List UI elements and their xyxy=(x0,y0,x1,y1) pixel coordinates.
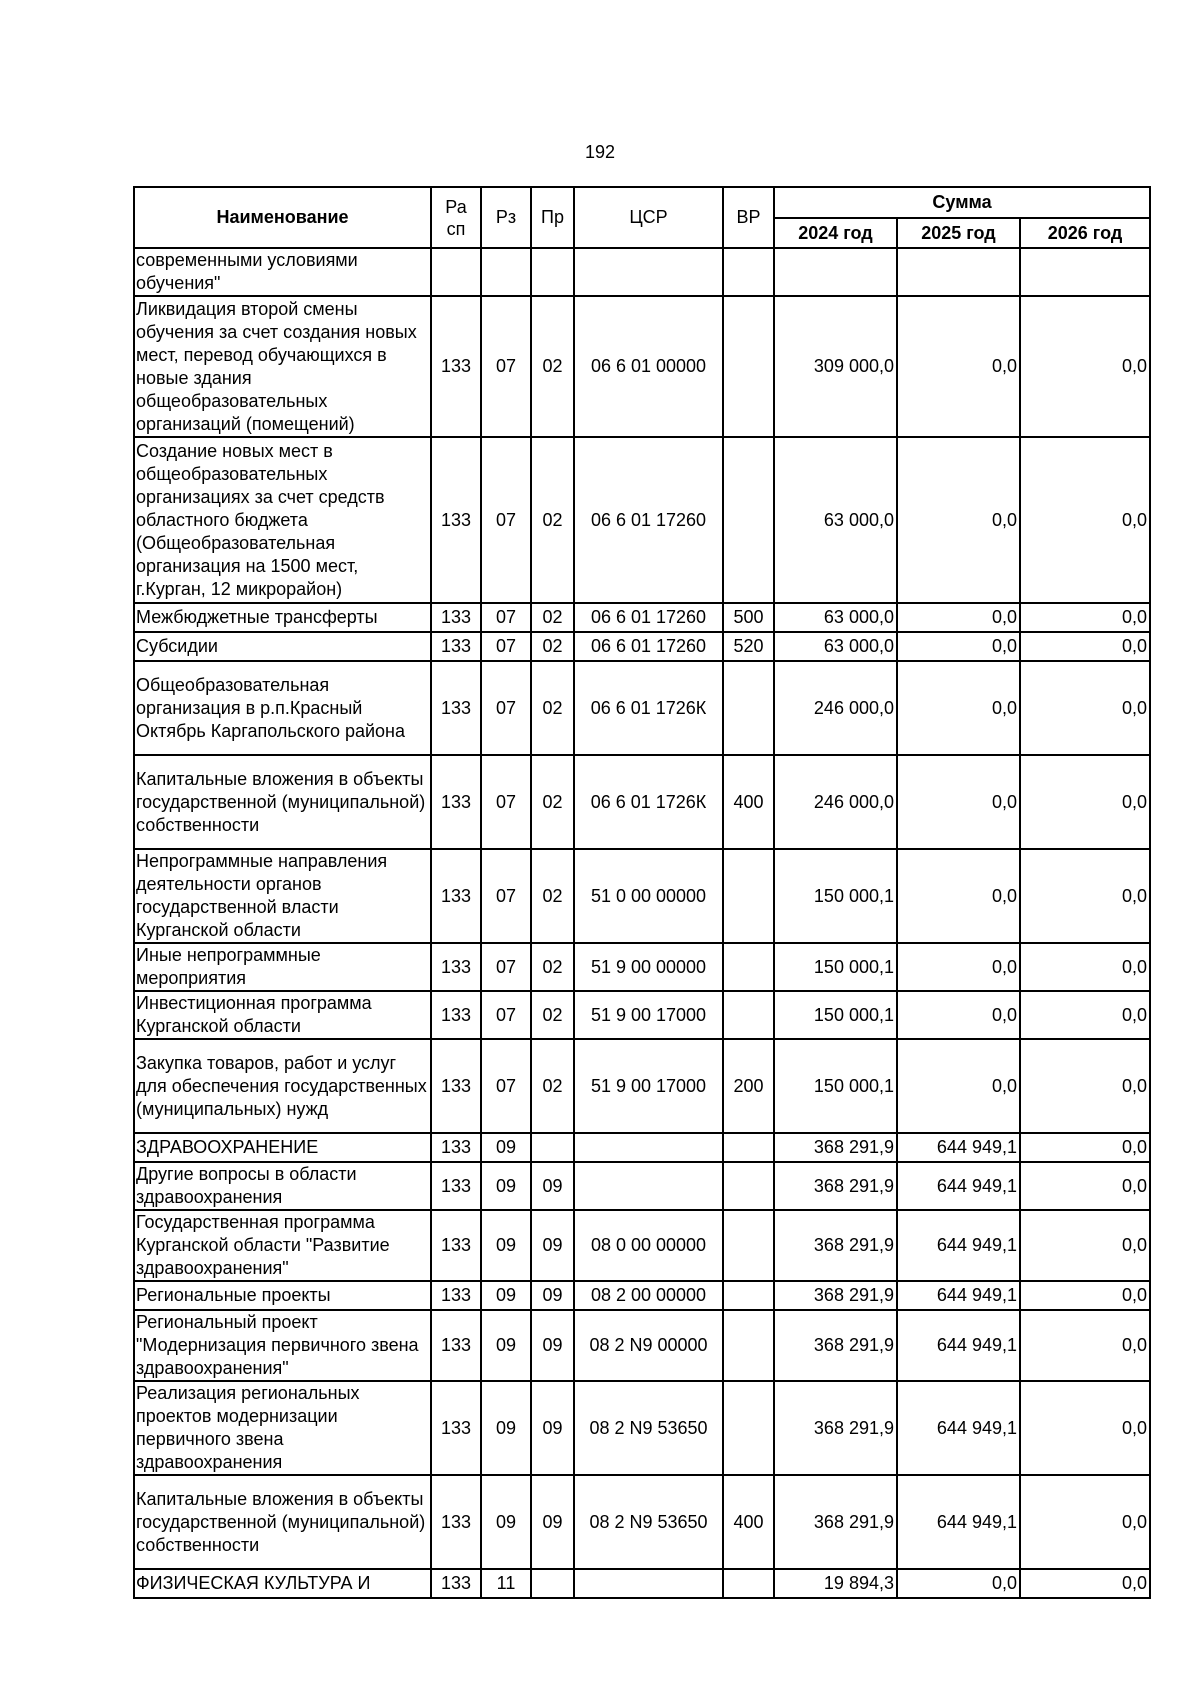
cell-csr: 08 2 N9 00000 xyxy=(574,1310,723,1381)
cell-2025: 644 949,1 xyxy=(897,1475,1020,1569)
cell-2024: 63 000,0 xyxy=(774,632,897,661)
table-row xyxy=(134,991,1150,1039)
cell-2025: 0,0 xyxy=(897,603,1020,632)
header-vr: ВР xyxy=(723,187,774,248)
cell-csr: 08 2 N9 53650 xyxy=(574,1381,723,1475)
table-row xyxy=(134,296,1150,437)
cell-2026: 0,0 xyxy=(1020,603,1150,632)
cell-name: Капитальные вложения в объекты государственной (муниципальной) собственности xyxy=(134,1475,431,1569)
cell-name: Реализация региональных проектов модернизации первичного звена здравоохранения xyxy=(134,1381,431,1475)
cell-rasp: 133 xyxy=(431,755,481,849)
cell-2024: 309 000,0 xyxy=(774,296,897,437)
cell-2025: 644 949,1 xyxy=(897,1381,1020,1475)
cell-2024 xyxy=(774,248,897,296)
cell-pr xyxy=(531,1569,574,1598)
cell-pr: 02 xyxy=(531,849,574,943)
cell-2025: 0,0 xyxy=(897,1039,1020,1133)
cell-vr xyxy=(723,1569,774,1598)
cell-2024: 368 291,9 xyxy=(774,1381,897,1475)
cell-2024: 63 000,0 xyxy=(774,437,897,603)
cell-rasp: 133 xyxy=(431,1381,481,1475)
cell-csr xyxy=(574,1569,723,1598)
cell-rz: 07 xyxy=(481,1039,531,1133)
table-row xyxy=(134,1569,1150,1598)
cell-2026: 0,0 xyxy=(1020,1210,1150,1281)
table-row xyxy=(134,248,1150,296)
cell-2025: 644 949,1 xyxy=(897,1281,1020,1310)
cell-name: Межбюджетные трансферты xyxy=(134,603,431,632)
cell-2025: 0,0 xyxy=(897,661,1020,755)
cell-2025: 0,0 xyxy=(897,296,1020,437)
header-csr: ЦСР xyxy=(574,187,723,248)
cell-rz: 09 xyxy=(481,1281,531,1310)
cell-name: Субсидии xyxy=(134,632,431,661)
cell-rz: 09 xyxy=(481,1162,531,1210)
table-row xyxy=(134,1162,1150,1210)
cell-vr xyxy=(723,1162,774,1210)
cell-csr xyxy=(574,1133,723,1162)
cell-csr: 06 6 01 1726К xyxy=(574,661,723,755)
cell-vr xyxy=(723,296,774,437)
cell-rasp: 133 xyxy=(431,991,481,1039)
header-sum: Сумма xyxy=(774,187,1150,218)
table-row xyxy=(134,1381,1150,1475)
cell-2025: 0,0 xyxy=(897,632,1020,661)
cell-pr: 02 xyxy=(531,991,574,1039)
budget-table-container xyxy=(133,186,1149,1599)
cell-vr: 400 xyxy=(723,1475,774,1569)
cell-csr: 06 6 01 17260 xyxy=(574,632,723,661)
table-row xyxy=(134,1310,1150,1381)
cell-name: Инвестиционная программа Курганской области xyxy=(134,991,431,1039)
cell-rasp: 133 xyxy=(431,296,481,437)
cell-rasp: 133 xyxy=(431,632,481,661)
cell-pr: 02 xyxy=(531,755,574,849)
cell-2026: 0,0 xyxy=(1020,661,1150,755)
cell-name: ЗДРАВООХРАНЕНИЕ xyxy=(134,1133,431,1162)
cell-pr: 09 xyxy=(531,1310,574,1381)
cell-rasp: 133 xyxy=(431,1162,481,1210)
cell-name: Закупка товаров, работ и услуг для обеспечения государственных (муниципальных) нужд xyxy=(134,1039,431,1133)
cell-rz xyxy=(481,248,531,296)
cell-vr xyxy=(723,1281,774,1310)
table-row xyxy=(134,1133,1150,1162)
header-rasp: Ра сп xyxy=(431,187,481,248)
cell-name: Капитальные вложения в объекты государственной (муниципальной) собственности xyxy=(134,755,431,849)
cell-2024: 246 000,0 xyxy=(774,755,897,849)
cell-2026: 0,0 xyxy=(1020,1310,1150,1381)
cell-pr: 02 xyxy=(531,943,574,991)
cell-pr: 09 xyxy=(531,1475,574,1569)
cell-2024: 63 000,0 xyxy=(774,603,897,632)
cell-name: современными условиями обучения" xyxy=(134,248,431,296)
table-row xyxy=(134,1281,1150,1310)
cell-rz: 07 xyxy=(481,661,531,755)
header-name: Наименование xyxy=(134,187,431,248)
cell-2026: 0,0 xyxy=(1020,991,1150,1039)
cell-2026: 0,0 xyxy=(1020,755,1150,849)
cell-pr: 09 xyxy=(531,1162,574,1210)
cell-pr: 09 xyxy=(531,1210,574,1281)
table-row xyxy=(134,437,1150,603)
cell-rasp: 133 xyxy=(431,1281,481,1310)
table-row xyxy=(134,1475,1150,1569)
cell-pr xyxy=(531,1133,574,1162)
cell-name: Региональные проекты xyxy=(134,1281,431,1310)
cell-csr: 51 9 00 00000 xyxy=(574,943,723,991)
cell-name: Непрограммные направления деятельности органов государственной власти Курганской области xyxy=(134,849,431,943)
cell-name: Создание новых мест в общеобразовательных организациях за счет средств областного бюджета (Общеобразовательная организация на 1500 мест, г.Курган, 12 микрорайон) xyxy=(134,437,431,603)
table-header-row xyxy=(134,187,1150,218)
cell-2024: 368 291,9 xyxy=(774,1310,897,1381)
cell-rz: 09 xyxy=(481,1475,531,1569)
cell-2024: 368 291,9 xyxy=(774,1162,897,1210)
cell-name: Иные непрограммные мероприятия xyxy=(134,943,431,991)
cell-2026: 0,0 xyxy=(1020,1381,1150,1475)
cell-name: Ликвидация второй смены обучения за счет создания новых мест, перевод обучающихся в новые здания общеобразовательных организаций (помещений) xyxy=(134,296,431,437)
cell-pr: 02 xyxy=(531,661,574,755)
cell-vr: 200 xyxy=(723,1039,774,1133)
cell-vr xyxy=(723,1133,774,1162)
cell-2024: 246 000,0 xyxy=(774,661,897,755)
cell-2026: 0,0 xyxy=(1020,1162,1150,1210)
header-2026: 2026 год xyxy=(1020,218,1150,248)
cell-vr xyxy=(723,991,774,1039)
cell-rz: 09 xyxy=(481,1381,531,1475)
cell-rz: 07 xyxy=(481,849,531,943)
cell-csr: 51 9 00 17000 xyxy=(574,991,723,1039)
cell-rz: 11 xyxy=(481,1569,531,1598)
cell-vr: 500 xyxy=(723,603,774,632)
cell-csr: 51 9 00 17000 xyxy=(574,1039,723,1133)
table-row xyxy=(134,661,1150,755)
table-row xyxy=(134,603,1150,632)
cell-2026: 0,0 xyxy=(1020,1281,1150,1310)
cell-rasp: 133 xyxy=(431,849,481,943)
cell-vr xyxy=(723,1310,774,1381)
cell-rz: 07 xyxy=(481,632,531,661)
cell-rz: 07 xyxy=(481,296,531,437)
cell-vr xyxy=(723,1381,774,1475)
cell-csr: 51 0 00 00000 xyxy=(574,849,723,943)
cell-2025: 0,0 xyxy=(897,991,1020,1039)
cell-2024: 368 291,9 xyxy=(774,1133,897,1162)
cell-2024: 150 000,1 xyxy=(774,1039,897,1133)
cell-name: Общеобразовательная организация в р.п.Красный Октябрь Каргапольского района xyxy=(134,661,431,755)
cell-2024: 368 291,9 xyxy=(774,1281,897,1310)
cell-2026 xyxy=(1020,248,1150,296)
cell-rz: 07 xyxy=(481,603,531,632)
cell-rasp: 133 xyxy=(431,1039,481,1133)
cell-rasp: 133 xyxy=(431,943,481,991)
cell-name: Другие вопросы в области здравоохранения xyxy=(134,1162,431,1210)
cell-pr: 02 xyxy=(531,603,574,632)
cell-vr xyxy=(723,1210,774,1281)
cell-2026: 0,0 xyxy=(1020,632,1150,661)
cell-csr: 06 6 01 17260 xyxy=(574,603,723,632)
cell-name: ФИЗИЧЕСКАЯ КУЛЬТУРА И xyxy=(134,1569,431,1598)
cell-rz: 09 xyxy=(481,1310,531,1381)
cell-2025: 644 949,1 xyxy=(897,1162,1020,1210)
table-body xyxy=(134,248,1150,1598)
cell-2024: 368 291,9 xyxy=(774,1475,897,1569)
cell-rz: 07 xyxy=(481,991,531,1039)
header-2024: 2024 год xyxy=(774,218,897,248)
table-row xyxy=(134,1210,1150,1281)
cell-2024: 368 291,9 xyxy=(774,1210,897,1281)
cell-2025: 0,0 xyxy=(897,943,1020,991)
cell-2024: 150 000,1 xyxy=(774,991,897,1039)
cell-2026: 0,0 xyxy=(1020,943,1150,991)
cell-vr xyxy=(723,248,774,296)
cell-2026: 0,0 xyxy=(1020,296,1150,437)
cell-rasp: 133 xyxy=(431,437,481,603)
cell-rasp xyxy=(431,248,481,296)
cell-2026: 0,0 xyxy=(1020,849,1150,943)
cell-name: Государственная программа Курганской области "Развитие здравоохранения" xyxy=(134,1210,431,1281)
cell-2025: 0,0 xyxy=(897,437,1020,603)
cell-rasp: 133 xyxy=(431,1310,481,1381)
cell-2025: 644 949,1 xyxy=(897,1310,1020,1381)
table-row xyxy=(134,849,1150,943)
cell-2024: 150 000,1 xyxy=(774,849,897,943)
cell-csr xyxy=(574,1162,723,1210)
cell-vr: 400 xyxy=(723,755,774,849)
cell-rasp: 133 xyxy=(431,1569,481,1598)
cell-csr: 08 2 00 00000 xyxy=(574,1281,723,1310)
cell-2025: 644 949,1 xyxy=(897,1133,1020,1162)
cell-rasp: 133 xyxy=(431,603,481,632)
cell-vr xyxy=(723,943,774,991)
cell-2025: 0,0 xyxy=(897,1569,1020,1598)
cell-rz: 09 xyxy=(481,1210,531,1281)
cell-2026: 0,0 xyxy=(1020,1569,1150,1598)
cell-csr: 06 6 01 17260 xyxy=(574,437,723,603)
cell-2026: 0,0 xyxy=(1020,437,1150,603)
cell-rasp: 133 xyxy=(431,1133,481,1162)
header-2025: 2025 год xyxy=(897,218,1020,248)
cell-rz: 07 xyxy=(481,755,531,849)
cell-rz: 07 xyxy=(481,437,531,603)
cell-csr xyxy=(574,248,723,296)
cell-rasp: 133 xyxy=(431,1475,481,1569)
cell-csr: 08 2 N9 53650 xyxy=(574,1475,723,1569)
cell-csr: 08 0 00 00000 xyxy=(574,1210,723,1281)
cell-2024: 19 894,3 xyxy=(774,1569,897,1598)
cell-rz: 07 xyxy=(481,943,531,991)
cell-2025: 0,0 xyxy=(897,849,1020,943)
cell-rasp: 133 xyxy=(431,1210,481,1281)
table-row xyxy=(134,755,1150,849)
cell-2026: 0,0 xyxy=(1020,1133,1150,1162)
cell-csr: 06 6 01 1726К xyxy=(574,755,723,849)
cell-pr: 02 xyxy=(531,1039,574,1133)
cell-pr: 09 xyxy=(531,1381,574,1475)
cell-pr: 02 xyxy=(531,632,574,661)
table-row xyxy=(134,632,1150,661)
header-rz: Рз xyxy=(481,187,531,248)
cell-2025: 644 949,1 xyxy=(897,1210,1020,1281)
cell-pr: 09 xyxy=(531,1281,574,1310)
cell-pr: 02 xyxy=(531,437,574,603)
cell-2026: 0,0 xyxy=(1020,1475,1150,1569)
cell-vr xyxy=(723,661,774,755)
cell-2024: 150 000,1 xyxy=(774,943,897,991)
cell-name: Региональный проект "Модернизация первичного звена здравоохранения" xyxy=(134,1310,431,1381)
cell-2025 xyxy=(897,248,1020,296)
cell-2025: 0,0 xyxy=(897,755,1020,849)
table-row xyxy=(134,943,1150,991)
cell-pr xyxy=(531,248,574,296)
cell-rz: 09 xyxy=(481,1133,531,1162)
page-number: 192 xyxy=(584,142,616,162)
cell-pr: 02 xyxy=(531,296,574,437)
table-row xyxy=(134,1039,1150,1133)
cell-vr: 520 xyxy=(723,632,774,661)
cell-vr xyxy=(723,437,774,603)
budget-table xyxy=(133,186,1151,1599)
cell-vr xyxy=(723,849,774,943)
cell-2026: 0,0 xyxy=(1020,1039,1150,1133)
cell-csr: 06 6 01 00000 xyxy=(574,296,723,437)
header-pr: Пр xyxy=(531,187,574,248)
cell-rasp: 133 xyxy=(431,661,481,755)
